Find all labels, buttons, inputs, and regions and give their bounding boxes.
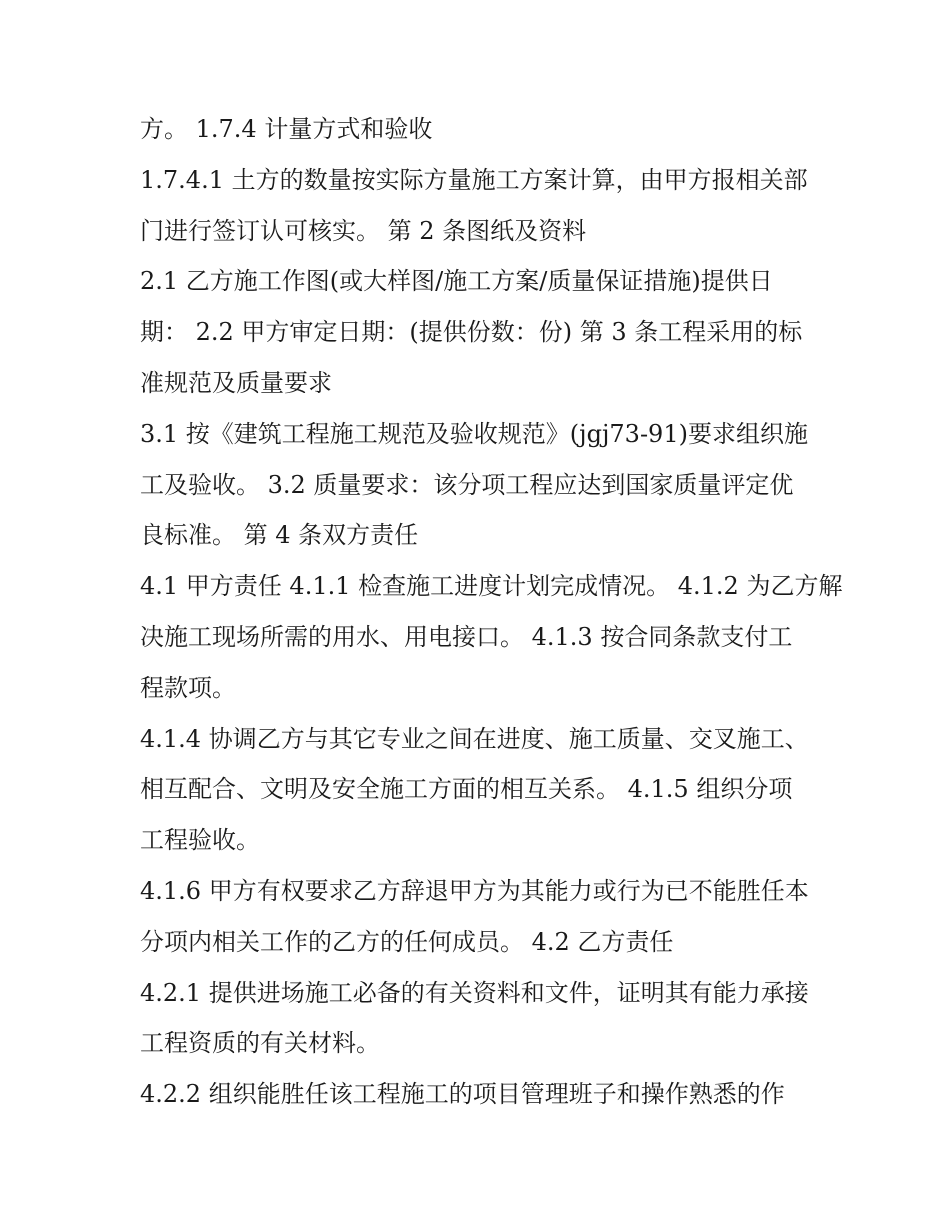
text-line: 决施工现场所需的用水、用电接口。 4.1.3 按合同条款支付工 xyxy=(140,622,793,651)
text-line: 4.2.2 组织能胜任该工程施工的项目管理班子和操作熟悉的作 xyxy=(140,1080,785,1109)
text-line: 4.2.1 提供进场施工必备的有关资料和文件，证明其有能力承接 xyxy=(140,978,809,1007)
text-line: 程款项。 xyxy=(140,673,236,702)
text-line: 门进行签订认可核实。 第 2 条图纸及资料 xyxy=(140,216,587,245)
text-line: 准规范及质量要求 xyxy=(140,368,332,397)
text-line: 2.1 乙方施工作图(或大样图/施工方案/质量保证措施)提供日 xyxy=(140,267,773,296)
text-line: 3.1 按《建筑工程施工规范及验收规范》(jgj73-91)要求组织施 xyxy=(140,419,808,448)
text-line: 4.1 甲方责任 4.1.1 检查施工进度计划完成情况。 4.1.2 为乙方解 xyxy=(140,572,843,601)
text-line: 1.7.4.1 土方的数量按实际方量施工方案计算，由甲方报相关部 xyxy=(140,165,808,194)
text-line: 工程资质的有关材料。 xyxy=(140,1029,380,1058)
text-line: 期： 2.2 甲方审定日期：(提供份数：份) 第 3 条工程采用的标 xyxy=(140,318,803,347)
text-line: 工程验收。 xyxy=(140,826,260,855)
text-line: 4.1.6 甲方有权要求乙方辞退甲方为其能力或行为已不能胜任本 xyxy=(140,876,809,905)
text-line: 良标准。 第 4 条双方责任 xyxy=(140,521,419,550)
document-body xyxy=(140,104,843,1120)
text-line: 分项内相关工作的乙方的任何成员。 4.2 乙方责任 xyxy=(140,927,674,956)
text-line: 方。 1.7.4 计量方式和验收 xyxy=(140,115,433,143)
text-line: 工及验收。 3.2 质量要求：该分项工程应达到国家质量评定优 xyxy=(140,470,794,499)
text-line: 相互配合、文明及安全施工方面的相互关系。 4.1.5 组织分项 xyxy=(140,775,793,804)
text-line: 4.1.4 协调乙方与其它专业之间在进度、施工质量、交叉施工、 xyxy=(140,724,809,753)
